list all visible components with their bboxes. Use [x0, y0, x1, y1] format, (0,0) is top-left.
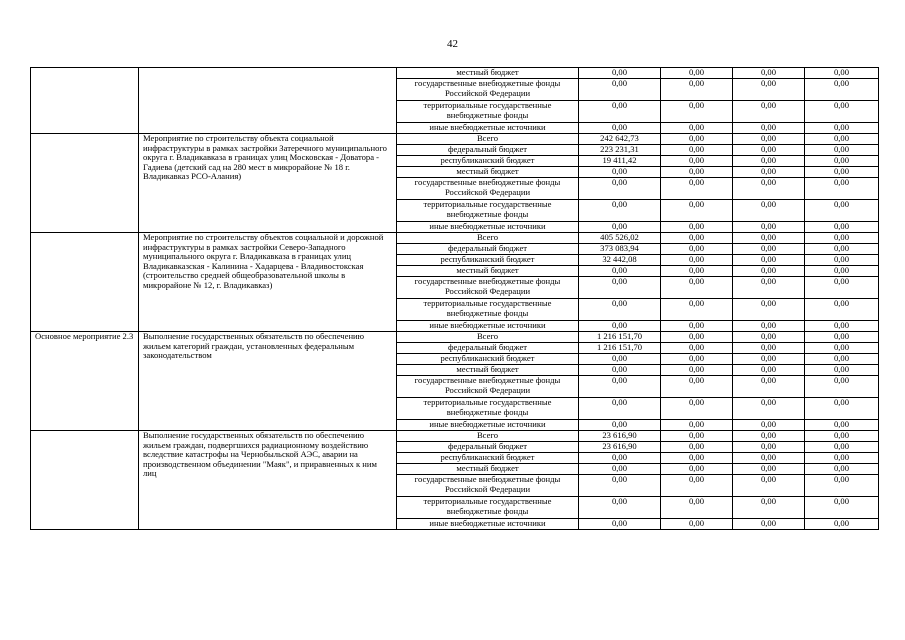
funding-source: местный бюджет	[397, 68, 579, 79]
amount-cell: 0,00	[733, 200, 805, 222]
funding-source: территориальные государственные внебюджетные фонды	[397, 200, 579, 222]
amount-cell: 0,00	[579, 277, 661, 299]
funding-source: иные внебюджетные источники	[397, 222, 579, 233]
amount-cell: 0,00	[579, 123, 661, 134]
amount-cell: 0,00	[805, 79, 879, 101]
amount-cell: 0,00	[661, 156, 733, 167]
amount-cell: 0,00	[579, 464, 661, 475]
amount-cell: 23 616,90	[579, 442, 661, 453]
amount-cell: 0,00	[733, 431, 805, 442]
main-event-label	[31, 68, 139, 134]
amount-cell: 0,00	[805, 200, 879, 222]
amount-cell: 0,00	[661, 255, 733, 266]
amount-cell: 0,00	[733, 475, 805, 497]
amount-cell: 0,00	[733, 244, 805, 255]
amount-cell: 0,00	[661, 453, 733, 464]
amount-cell: 0,00	[733, 134, 805, 145]
event-description: Мероприятие по строительству объекта социальной инфраструктуры в рамках застройки Затеречного муниципального округа г. Владикавказа в границах улиц Московская - Доватора - Гадиева (детский сад на 280 мест в микрорайоне № 18 г. Владикавказ РСО-Алания)	[139, 134, 397, 233]
amount-cell: 0,00	[733, 299, 805, 321]
table-row	[31, 233, 879, 244]
amount-cell: 0,00	[579, 475, 661, 497]
funding-source: федеральный бюджет	[397, 442, 579, 453]
amount-cell: 0,00	[805, 321, 879, 332]
amount-cell: 0,00	[661, 68, 733, 79]
amount-cell: 0,00	[805, 68, 879, 79]
amount-cell: 0,00	[805, 233, 879, 244]
amount-cell: 0,00	[733, 123, 805, 134]
amount-cell: 0,00	[579, 266, 661, 277]
amount-cell: 0,00	[733, 255, 805, 266]
budget-table	[30, 67, 879, 530]
amount-cell: 0,00	[805, 497, 879, 519]
amount-cell: 0,00	[733, 277, 805, 299]
amount-cell: 0,00	[661, 134, 733, 145]
table-row	[31, 68, 879, 79]
amount-cell: 0,00	[805, 398, 879, 420]
amount-cell: 0,00	[661, 475, 733, 497]
amount-cell: 0,00	[661, 101, 733, 123]
amount-cell: 1 216 151,70	[579, 343, 661, 354]
funding-source: республиканский бюджет	[397, 354, 579, 365]
funding-source: Всего	[397, 233, 579, 244]
amount-cell: 0,00	[805, 145, 879, 156]
amount-cell: 0,00	[805, 332, 879, 343]
amount-cell: 0,00	[661, 519, 733, 530]
amount-cell: 19 411,42	[579, 156, 661, 167]
amount-cell: 0,00	[733, 464, 805, 475]
amount-cell: 0,00	[579, 365, 661, 376]
amount-cell: 0,00	[661, 145, 733, 156]
amount-cell: 0,00	[661, 321, 733, 332]
amount-cell: 0,00	[661, 299, 733, 321]
amount-cell: 0,00	[733, 222, 805, 233]
amount-cell: 0,00	[733, 321, 805, 332]
amount-cell: 0,00	[661, 464, 733, 475]
amount-cell: 0,00	[733, 332, 805, 343]
event-description: Выполнение государственных обязательств по обеспечению жильем граждан, подвергшихся радиационному воздействию вследствие катастрофы на Чернобыльской АЭС, аварии на производственном объединении "Маяк", и приравненных к ним лиц	[139, 431, 397, 530]
amount-cell: 0,00	[805, 244, 879, 255]
page-number: 42	[447, 38, 458, 50]
table-body	[31, 68, 879, 530]
amount-cell: 0,00	[661, 123, 733, 134]
amount-cell: 0,00	[661, 244, 733, 255]
amount-cell: 0,00	[805, 343, 879, 354]
amount-cell: 0,00	[805, 299, 879, 321]
amount-cell: 0,00	[733, 167, 805, 178]
amount-cell: 0,00	[805, 376, 879, 398]
amount-cell: 0,00	[579, 354, 661, 365]
amount-cell: 0,00	[661, 222, 733, 233]
amount-cell: 0,00	[579, 167, 661, 178]
funding-source: Всего	[397, 431, 579, 442]
funding-source: территориальные государственные внебюджетные фонды	[397, 398, 579, 420]
amount-cell: 0,00	[805, 101, 879, 123]
amount-cell: 0,00	[661, 354, 733, 365]
funding-source: федеральный бюджет	[397, 145, 579, 156]
amount-cell: 0,00	[805, 464, 879, 475]
amount-cell: 0,00	[661, 376, 733, 398]
amount-cell: 0,00	[733, 398, 805, 420]
amount-cell: 0,00	[805, 475, 879, 497]
amount-cell: 0,00	[579, 376, 661, 398]
amount-cell: 0,00	[579, 222, 661, 233]
funding-source: местный бюджет	[397, 365, 579, 376]
amount-cell: 0,00	[733, 145, 805, 156]
amount-cell: 0,00	[579, 420, 661, 431]
amount-cell: 373 083,94	[579, 244, 661, 255]
funding-source: федеральный бюджет	[397, 244, 579, 255]
amount-cell: 0,00	[733, 266, 805, 277]
funding-source: иные внебюджетные источники	[397, 123, 579, 134]
funding-source: государственные внебюджетные фонды Российской Федерации	[397, 178, 579, 200]
amount-cell: 0,00	[579, 519, 661, 530]
amount-cell: 0,00	[733, 365, 805, 376]
funding-source: местный бюджет	[397, 167, 579, 178]
amount-cell: 0,00	[661, 343, 733, 354]
amount-cell: 0,00	[579, 68, 661, 79]
event-description	[139, 68, 397, 134]
amount-cell: 0,00	[805, 266, 879, 277]
amount-cell: 0,00	[661, 277, 733, 299]
amount-cell: 0,00	[805, 167, 879, 178]
amount-cell: 0,00	[733, 68, 805, 79]
funding-source: территориальные государственные внебюджетные фонды	[397, 101, 579, 123]
event-description: Выполнение государственных обязательств по обеспечению жильем категорий граждан, установленных федеральным законодательством	[139, 332, 397, 431]
funding-source: республиканский бюджет	[397, 156, 579, 167]
amount-cell: 0,00	[733, 497, 805, 519]
amount-cell: 0,00	[579, 200, 661, 222]
amount-cell: 0,00	[661, 431, 733, 442]
amount-cell: 0,00	[579, 398, 661, 420]
amount-cell: 0,00	[661, 420, 733, 431]
amount-cell: 32 442,08	[579, 255, 661, 266]
amount-cell: 0,00	[579, 453, 661, 464]
funding-source: территориальные государственные внебюджетные фонды	[397, 299, 579, 321]
funding-source: государственные внебюджетные фонды Российской Федерации	[397, 277, 579, 299]
amount-cell: 0,00	[805, 178, 879, 200]
amount-cell: 0,00	[805, 519, 879, 530]
funding-source: государственные внебюджетные фонды Российской Федерации	[397, 376, 579, 398]
amount-cell: 0,00	[805, 442, 879, 453]
funding-source: иные внебюджетные источники	[397, 321, 579, 332]
amount-cell: 1 216 151,70	[579, 332, 661, 343]
amount-cell: 0,00	[661, 365, 733, 376]
amount-cell: 0,00	[733, 442, 805, 453]
amount-cell: 0,00	[579, 178, 661, 200]
event-description: Мероприятие по строительству объектов социальной и дорожной инфраструктуры в рамках застройки Северо-Западного муниципального округа г. Владикавказа в границах улиц Владикавказская - Калинина - Хадарцева - Владивостокская (строительство средней общеобразовательной школы в микрорайоне № 12, г. Владикавказ)	[139, 233, 397, 332]
funding-source: республиканский бюджет	[397, 453, 579, 464]
funding-source: государственные внебюджетные фонды Российской Федерации	[397, 475, 579, 497]
funding-source: территориальные государственные внебюджетные фонды	[397, 497, 579, 519]
amount-cell: 0,00	[733, 420, 805, 431]
amount-cell: 0,00	[733, 178, 805, 200]
amount-cell: 0,00	[661, 167, 733, 178]
table-row	[31, 431, 879, 442]
amount-cell: 0,00	[805, 431, 879, 442]
amount-cell: 0,00	[805, 222, 879, 233]
amount-cell: 0,00	[661, 233, 733, 244]
amount-cell: 0,00	[733, 453, 805, 464]
amount-cell: 0,00	[733, 343, 805, 354]
table-row	[31, 134, 879, 145]
table-row	[31, 332, 879, 343]
main-event-label	[31, 134, 139, 233]
amount-cell: 0,00	[579, 79, 661, 101]
amount-cell: 0,00	[805, 420, 879, 431]
amount-cell: 0,00	[661, 398, 733, 420]
amount-cell: 0,00	[733, 79, 805, 101]
amount-cell: 405 526,02	[579, 233, 661, 244]
funding-source: Всего	[397, 332, 579, 343]
amount-cell: 0,00	[579, 321, 661, 332]
amount-cell: 0,00	[805, 134, 879, 145]
amount-cell: 0,00	[733, 354, 805, 365]
amount-cell: 23 616,90	[579, 431, 661, 442]
amount-cell: 0,00	[805, 255, 879, 266]
funding-source: Всего	[397, 134, 579, 145]
amount-cell: 0,00	[661, 442, 733, 453]
amount-cell: 0,00	[805, 277, 879, 299]
amount-cell: 0,00	[733, 156, 805, 167]
amount-cell: 242 642,73	[579, 134, 661, 145]
amount-cell: 0,00	[661, 178, 733, 200]
amount-cell: 223 231,31	[579, 145, 661, 156]
amount-cell: 0,00	[805, 453, 879, 464]
amount-cell: 0,00	[733, 233, 805, 244]
amount-cell: 0,00	[733, 101, 805, 123]
amount-cell: 0,00	[661, 79, 733, 101]
amount-cell: 0,00	[733, 376, 805, 398]
funding-source: иные внебюджетные источники	[397, 420, 579, 431]
amount-cell: 0,00	[579, 101, 661, 123]
amount-cell: 0,00	[805, 123, 879, 134]
main-event-label: Основное мероприятие 2.3	[31, 332, 139, 431]
amount-cell: 0,00	[661, 332, 733, 343]
funding-source: республиканский бюджет	[397, 255, 579, 266]
amount-cell: 0,00	[579, 497, 661, 519]
amount-cell: 0,00	[733, 519, 805, 530]
funding-source: местный бюджет	[397, 464, 579, 475]
amount-cell: 0,00	[805, 156, 879, 167]
amount-cell: 0,00	[661, 266, 733, 277]
amount-cell: 0,00	[661, 200, 733, 222]
funding-source: федеральный бюджет	[397, 343, 579, 354]
funding-source: иные внебюджетные источники	[397, 519, 579, 530]
amount-cell: 0,00	[661, 497, 733, 519]
main-event-label	[31, 233, 139, 332]
amount-cell: 0,00	[579, 299, 661, 321]
funding-source: государственные внебюджетные фонды Российской Федерации	[397, 79, 579, 101]
funding-source: местный бюджет	[397, 266, 579, 277]
main-event-label	[31, 431, 139, 530]
amount-cell: 0,00	[805, 365, 879, 376]
amount-cell: 0,00	[805, 354, 879, 365]
